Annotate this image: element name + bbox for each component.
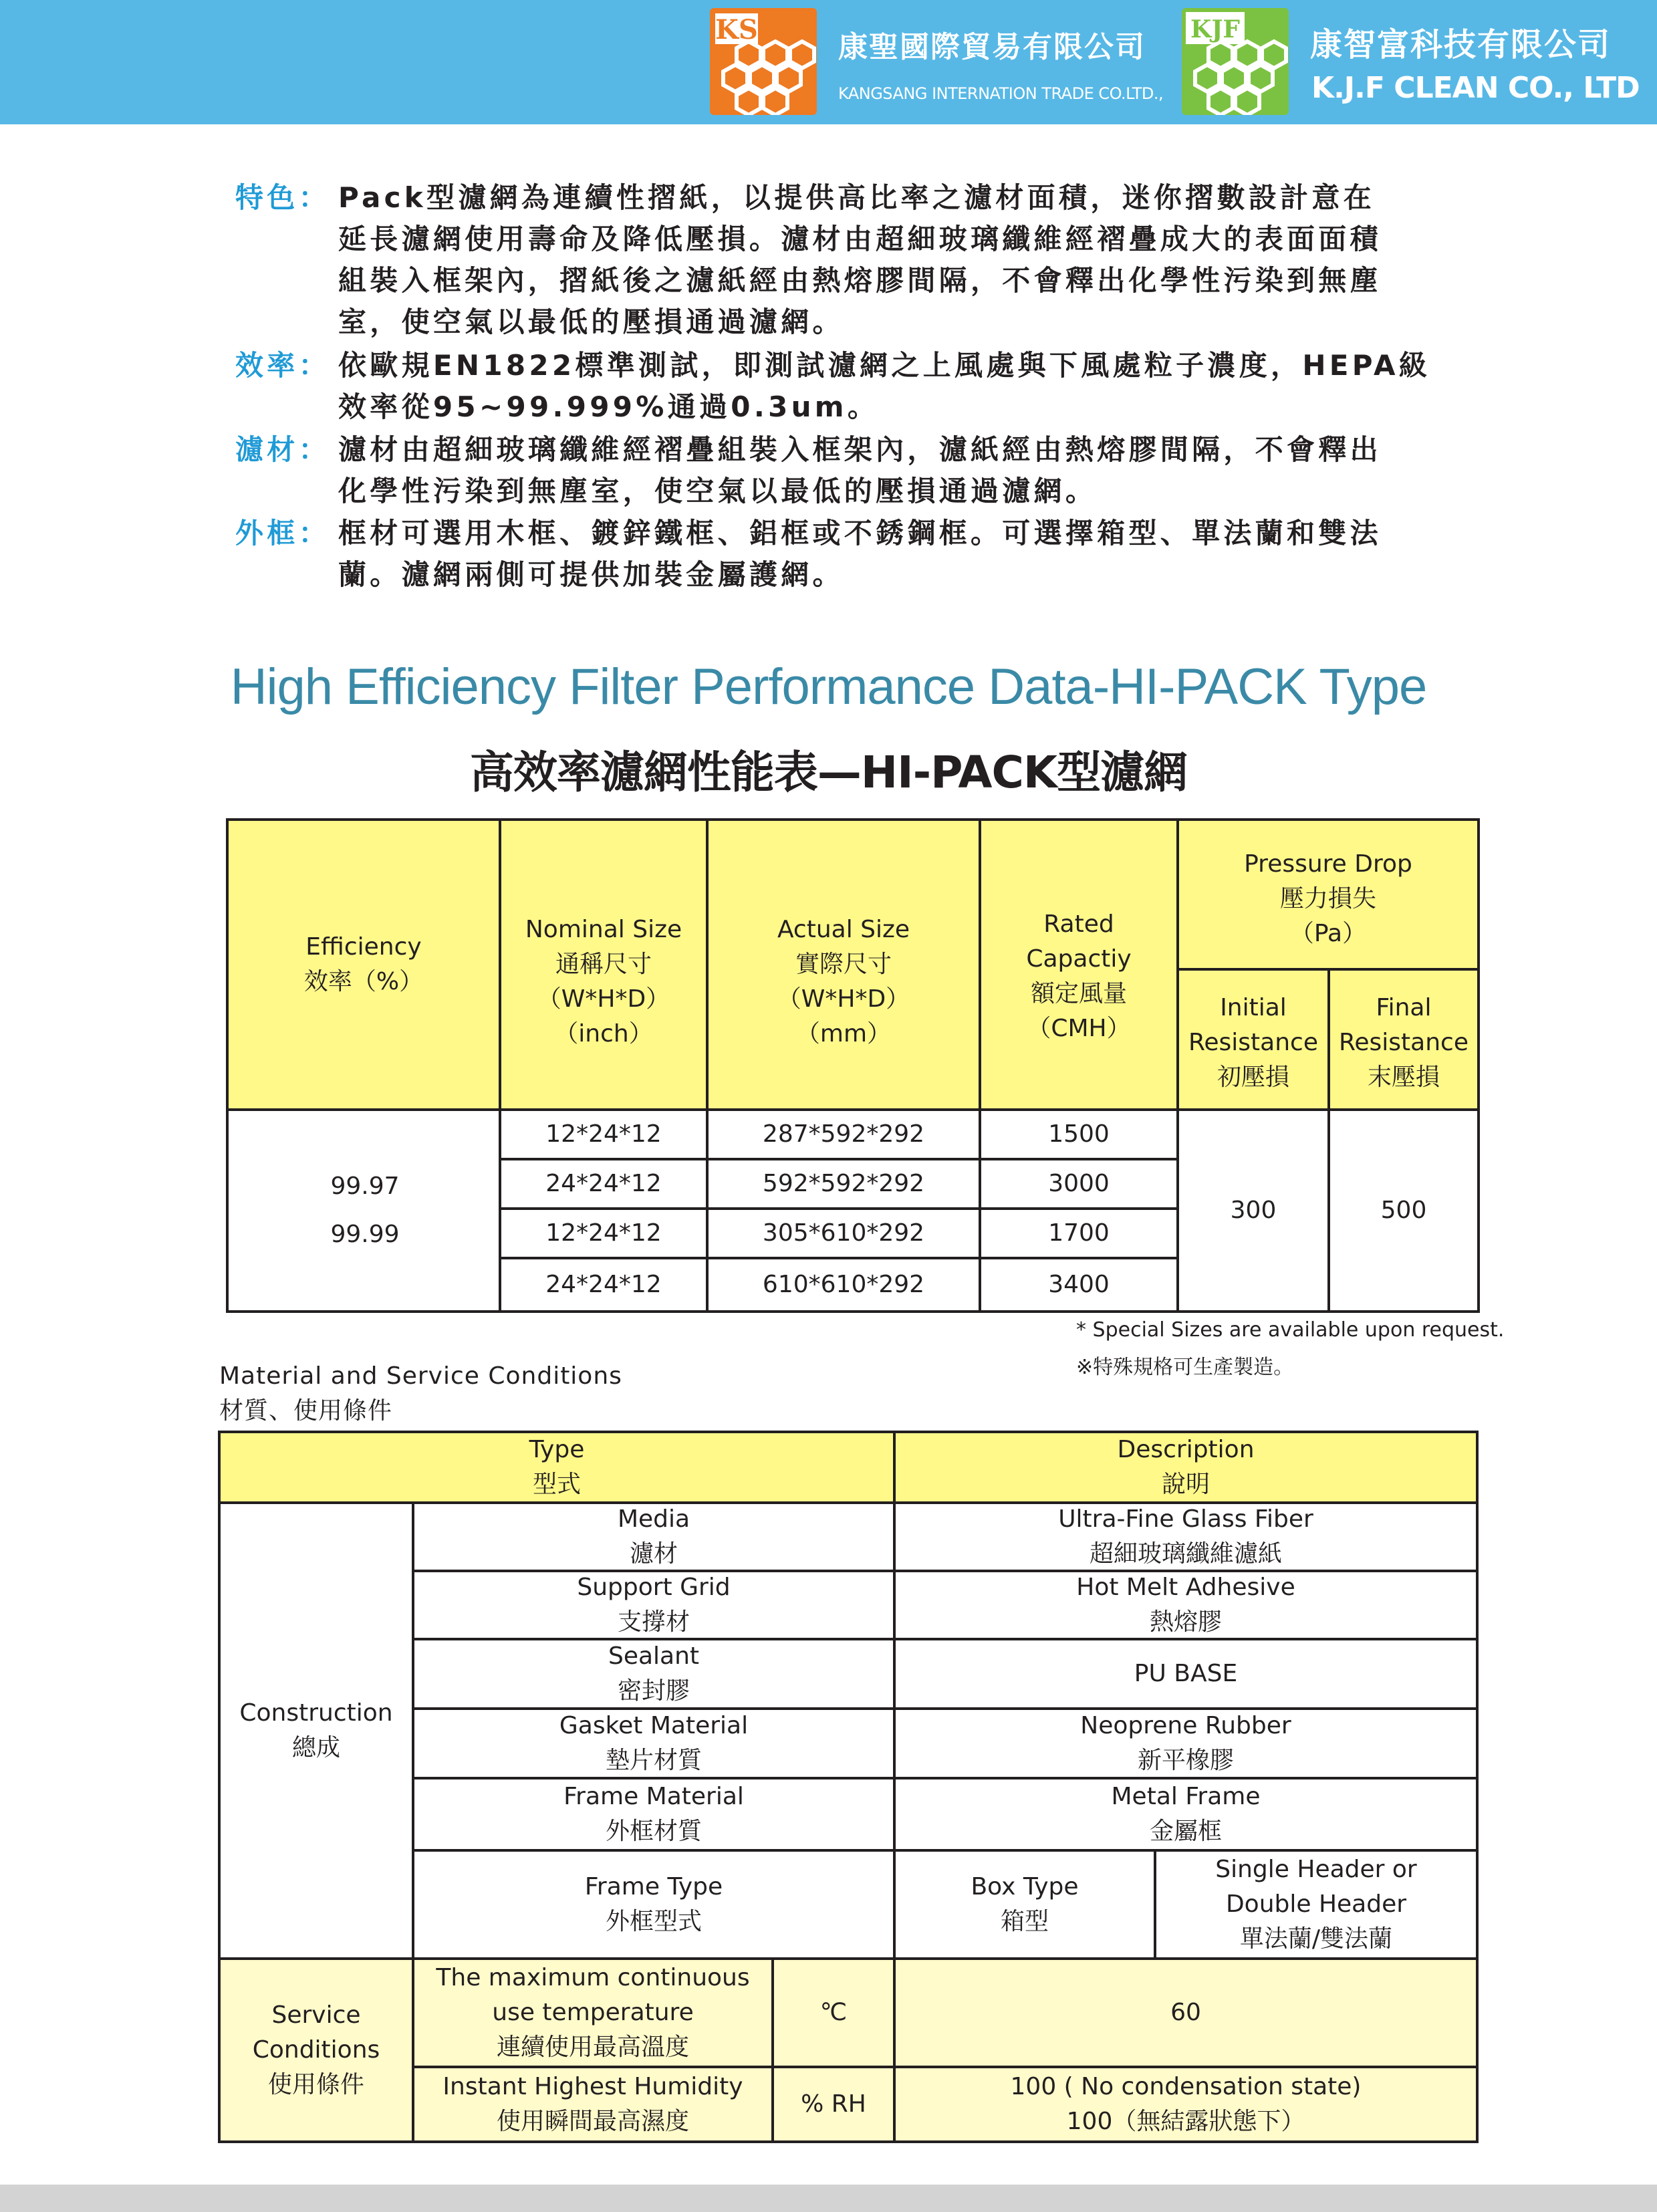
- description-cell-box-type: [893, 1849, 1156, 1960]
- cell-text: 100（無結露狀態下）: [1066, 2108, 1305, 2135]
- header-text: （W*H*D）: [537, 985, 670, 1013]
- label-text: 使用條件: [267, 2071, 364, 2098]
- kjf-logo: [1182, 8, 1289, 115]
- cell-text: 超細玻璃纖維濾紙: [1089, 1540, 1282, 1568]
- cell-text: PU BASE: [1134, 1660, 1238, 1687]
- cell-text: Hot Melt Adhesive: [1076, 1574, 1295, 1601]
- header-text: Rated: [1043, 910, 1114, 938]
- description-cell: [893, 1501, 1479, 1572]
- header-text: Capactiy: [1026, 945, 1132, 973]
- table-cell-nominal: 12*24*12: [499, 1108, 709, 1160]
- header-text: 額定風量: [1030, 980, 1127, 1007]
- header-text: Efficiency: [305, 933, 422, 961]
- ks-logo: [710, 8, 817, 115]
- efficiency-value: 99.97: [330, 1173, 400, 1200]
- header-final-resistance: [1327, 968, 1480, 1111]
- cell-text: Support Grid: [577, 1574, 731, 1601]
- label-text: Service: [271, 2001, 361, 2029]
- feature-line: 效率從95~99.999%通過0.3um。: [338, 390, 880, 423]
- cell-text: 100 ( No condensation state): [1010, 2073, 1362, 2100]
- table-cell-cmh: 1500: [979, 1108, 1179, 1160]
- type-cell-frame-type: [412, 1849, 896, 1960]
- cell-text: 使用瞬間最高濕度: [496, 2108, 689, 2135]
- feature-line: 蘭。濾網兩側可提供加裝金屬護網。: [338, 558, 844, 591]
- cell-text: 外框材質: [605, 1818, 702, 1845]
- header-text: （mm）: [795, 1020, 892, 1048]
- initial-resistance-value: 300: [1176, 1108, 1330, 1313]
- header-divider: [0, 124, 1657, 127]
- feature-text: [338, 513, 1468, 596]
- header-nominal-size: [499, 818, 709, 1111]
- feature-text: [338, 345, 1468, 428]
- feature-text: [338, 429, 1468, 512]
- header-rated-capacity: [979, 818, 1179, 1111]
- header-text: Initial: [1220, 994, 1287, 1021]
- cell-text: Gasket Material: [559, 1712, 749, 1739]
- type-cell: [412, 1638, 896, 1710]
- description-cell-header-type: [1154, 1849, 1479, 1960]
- construction-label: [218, 1501, 414, 1960]
- table-cell-cmh: 1700: [979, 1207, 1179, 1259]
- temperature-label: [412, 1957, 774, 2068]
- special-sizes-note-en: * Special Sizes are available upon request.: [1076, 1318, 1505, 1342]
- description-cell: [893, 1638, 1479, 1710]
- header-text: 末壓損: [1367, 1064, 1440, 1091]
- cell-text: 濾材: [629, 1540, 678, 1568]
- kjf-hexagon-logo-icon: [1182, 8, 1289, 115]
- cell-text: 外框型式: [605, 1908, 702, 1935]
- label-text: Construction: [239, 1699, 393, 1727]
- table-cell-nominal: 24*24*12: [499, 1257, 709, 1313]
- type-cell: [412, 1501, 896, 1572]
- cell-text: 連續使用最高溫度: [496, 2034, 689, 2061]
- type-cell: [412, 1570, 896, 1640]
- cell-text: 單法蘭/雙法蘭: [1239, 1925, 1393, 1953]
- table-cell-actual: 305*610*292: [706, 1207, 981, 1259]
- cell-text: Media: [617, 1505, 690, 1533]
- header-text: Pressure Drop: [1244, 850, 1412, 878]
- table-cell-nominal: 24*24*12: [499, 1158, 709, 1210]
- cell-text: 熱熔膠: [1149, 1608, 1222, 1636]
- header-text: Final: [1376, 994, 1432, 1021]
- cell-text: Box Type: [971, 1873, 1079, 1900]
- page-title-en: High Efficiency Filter Performance Data-HI-PACK Type: [230, 658, 1427, 715]
- header-text: （W*H*D）: [777, 985, 910, 1013]
- cell-text: 新平橡膠: [1137, 1747, 1234, 1774]
- feature-line: 室，使空氣以最低的壓損通過濾網。: [338, 305, 844, 338]
- cell-text: use temperature: [492, 1999, 694, 2026]
- header-text: 初壓損: [1217, 1064, 1289, 1091]
- header-text: （CMH）: [1027, 1015, 1131, 1042]
- special-sizes-note-cn: ※特殊規格可生產製造。: [1076, 1356, 1294, 1379]
- service-conditions-label: [218, 1957, 414, 2143]
- kjf-company-name-en: K.J.F CLEAN CO., LTD: [1311, 71, 1640, 105]
- temperature-unit: ℃: [771, 1957, 896, 2068]
- header-band: [0, 0, 1657, 124]
- header-text: Actual Size: [777, 916, 910, 943]
- table-cell-actual: 592*592*292: [706, 1158, 981, 1210]
- description-header: [893, 1431, 1479, 1504]
- cell-text: 金屬框: [1149, 1818, 1222, 1845]
- feature-text: [338, 177, 1468, 343]
- final-resistance-value: 500: [1327, 1108, 1480, 1313]
- humidity-value: [893, 2066, 1479, 2143]
- temperature-value: 60: [893, 1957, 1479, 2068]
- feature-label: 外框：: [235, 517, 330, 549]
- cell-text: Metal Frame: [1111, 1783, 1261, 1810]
- table-cell-nominal: 12*24*12: [499, 1207, 709, 1259]
- type-cell: [412, 1777, 896, 1852]
- svg-text:KS: KS: [715, 14, 758, 45]
- cell-text: Double Header: [1225, 1890, 1407, 1918]
- humidity-unit: % RH: [771, 2066, 896, 2143]
- cell-text: The maximum continuous: [436, 1964, 750, 1991]
- type-header: [218, 1431, 896, 1504]
- feature-line: 依歐規EN1822標準測試，即測試濾網之上風處與下風處粒子濃度，HEPA級: [338, 349, 1431, 382]
- feature-label: 效率：: [235, 349, 330, 382]
- efficiency-value: 99.99: [330, 1221, 400, 1248]
- header-text: Resistance: [1339, 1029, 1469, 1056]
- cell-text: 墊片材質: [605, 1747, 702, 1774]
- cell-text: 支撐材: [617, 1608, 690, 1636]
- header-pressure-drop: [1176, 818, 1480, 971]
- ks-company-name-cn: 康聖國際貿易有限公司: [838, 30, 1146, 64]
- cell-text: 密封膠: [617, 1677, 690, 1705]
- feature-line: 延長濾網使用壽命及降低壓損。濾材由超細玻璃纖維經褶疊成大的表面面積: [338, 223, 1382, 255]
- feature-line: 化學性污染到無塵室，使空氣以最低的壓損通過濾網。: [338, 475, 1098, 507]
- cell-text: Instant Highest Humidity: [442, 2073, 743, 2100]
- page-title-cn: 高效率濾網性能表—HI-PACK型濾網: [469, 747, 1188, 798]
- header-text: 效率（%）: [303, 968, 424, 995]
- feature-line: 濾材由超細玻璃纖維經褶疊組裝入框架內，濾紙經由熱熔膠間隔，不會釋出: [338, 433, 1382, 466]
- label-text: 總成: [291, 1734, 340, 1761]
- cell-text: Single Header or: [1215, 1856, 1417, 1883]
- table-cell-actual: 287*592*292: [706, 1108, 981, 1160]
- cell-text: Neoprene Rubber: [1080, 1712, 1291, 1739]
- header-text: 型式: [532, 1471, 581, 1498]
- header-text: 說明: [1161, 1471, 1210, 1498]
- description-cell: [893, 1777, 1479, 1852]
- feature-label: 濾材：: [235, 433, 330, 466]
- table-cell-cmh: 3400: [979, 1257, 1179, 1313]
- header-text: Description: [1117, 1436, 1255, 1463]
- cell-text: Frame Type: [584, 1873, 723, 1900]
- header-initial-resistance: [1176, 968, 1330, 1111]
- ks-company-name-en: KANGSANG INTERNATION TRADE CO.LTD.,: [838, 84, 1164, 103]
- material-section-title-cn: 材質、使用條件: [219, 1397, 393, 1425]
- header-text: 實際尺寸: [795, 951, 892, 978]
- material-section-title-en: Material and Service Conditions: [219, 1362, 622, 1390]
- cell-text: 箱型: [1000, 1908, 1049, 1935]
- feature-line: 組裝入框架內，摺紙後之濾紙經由熱熔膠間隔，不會釋出化學性污染到無塵: [338, 264, 1382, 297]
- header-text: 壓力損失: [1279, 885, 1376, 912]
- svg-text:KJF: KJF: [1190, 15, 1240, 43]
- kjf-company-name-cn: 康智富科技有限公司: [1310, 26, 1612, 64]
- table-cell-actual: 610*610*292: [706, 1257, 981, 1313]
- header-text: 通稱尺寸: [555, 951, 652, 978]
- header-text: Nominal Size: [525, 916, 682, 943]
- feature-label: 特色：: [235, 181, 330, 214]
- ks-hexagon-logo-icon: [710, 8, 817, 115]
- header-text: Type: [529, 1436, 585, 1463]
- header-text: （Pa）: [1289, 920, 1367, 947]
- feature-line: 框材可選用木框、鍍鋅鐵框、鋁框或不銹鋼框。可選擇箱型、單法蘭和雙法: [338, 517, 1382, 549]
- header-efficiency: [226, 818, 501, 1111]
- type-cell: [412, 1707, 896, 1779]
- feature-line: Pack型濾網為連續性摺紙，以提供高比率之濾材面積，迷你摺數設計意在: [338, 181, 1376, 214]
- efficiency-values: [226, 1108, 501, 1313]
- header-text: Resistance: [1188, 1029, 1318, 1056]
- humidity-label: [412, 2066, 774, 2143]
- description-cell: [893, 1707, 1479, 1779]
- description-cell: [893, 1570, 1479, 1640]
- header-actual-size: [706, 818, 981, 1111]
- label-text: Conditions: [252, 2036, 380, 2064]
- cell-text: Frame Material: [563, 1783, 744, 1810]
- cell-text: Ultra-Fine Glass Fiber: [1058, 1505, 1313, 1533]
- cell-text: Sealant: [608, 1642, 700, 1670]
- header-text: （inch）: [554, 1020, 653, 1048]
- table-cell-cmh: 3000: [979, 1158, 1179, 1210]
- footer-bar: [0, 2185, 1657, 2212]
